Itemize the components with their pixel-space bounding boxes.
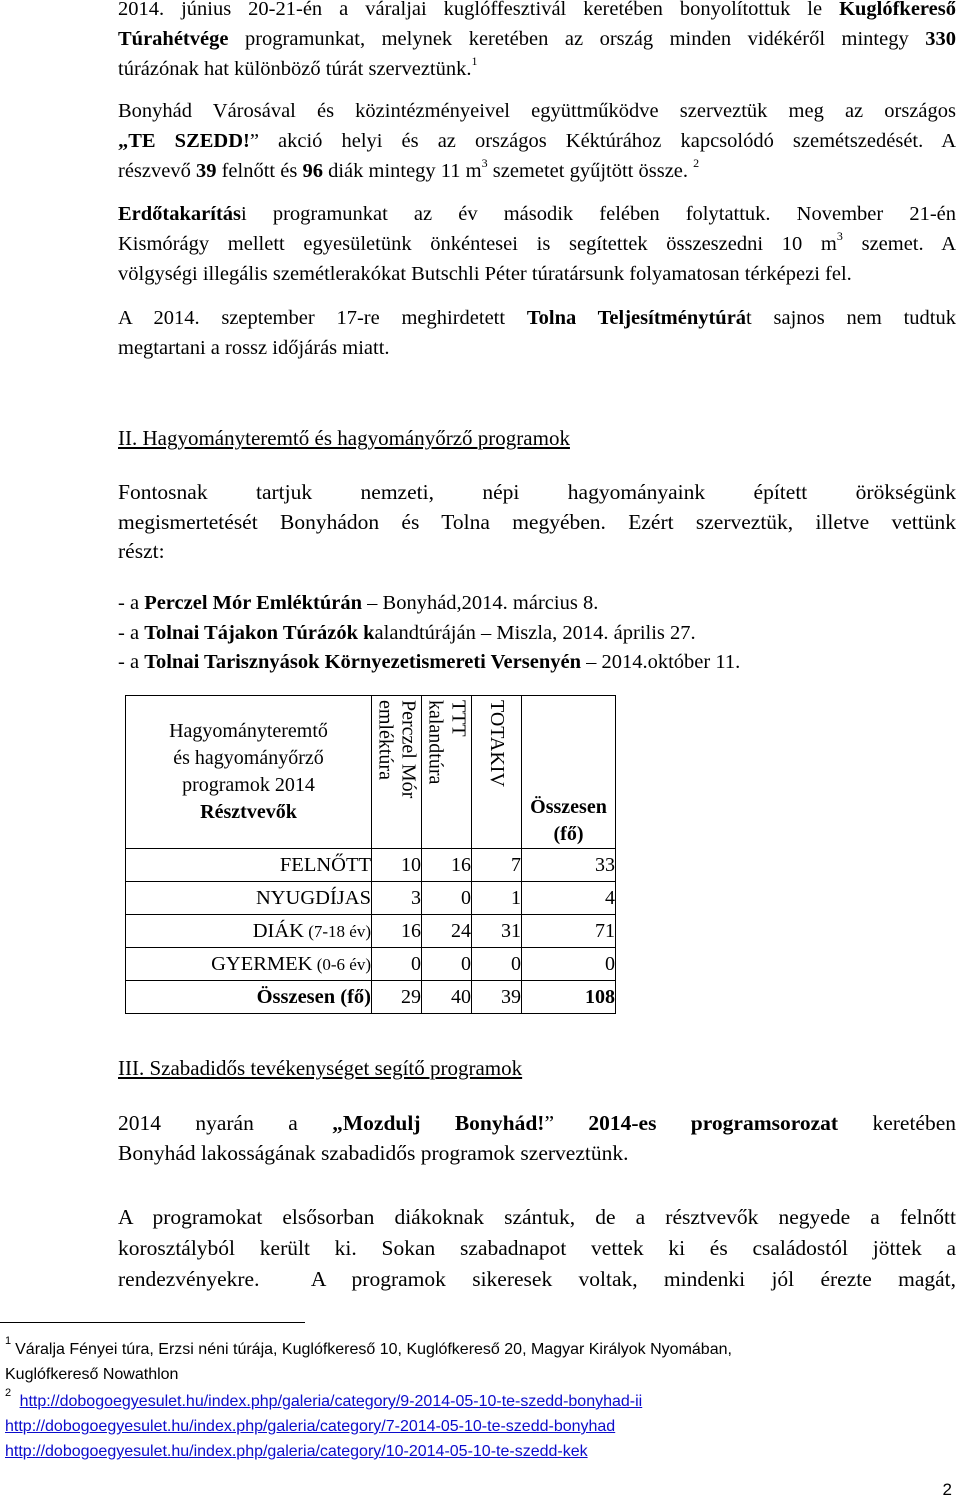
footnote-text: Kuglófkereső Nowathlon	[5, 1366, 179, 1383]
text: részvevő	[118, 160, 196, 182]
page-number: 2	[942, 1480, 952, 1499]
table-cell: 0	[472, 948, 522, 981]
text: Bonyhád lakosságának szabadidős programok szerveztünk.	[118, 1141, 629, 1165]
table-cell: 16	[422, 849, 472, 882]
footnote-number: 1	[5, 1334, 12, 1347]
footnote-2	[5, 1386, 945, 1464]
text: A programokat elsősorban diákoknak szántuk, de a résztvevők negyede a felnőtt	[118, 1205, 956, 1229]
table-title-cell	[126, 696, 372, 849]
column-header-text: TOTAKIV	[486, 700, 508, 787]
participants-table	[125, 695, 616, 1014]
column-header-ttt	[422, 696, 472, 849]
section-iii-paragraph-1	[118, 1108, 956, 1168]
text: völgységi illegális szemétlerakókat Butschli Péter túratársunk folyamatosan térképezi fel.	[118, 263, 852, 285]
row-label: DIÁK (7-18 év)	[126, 915, 372, 948]
gallery-link[interactable]: http://dobogoegyesulet.hu/index.php/galeria/category/7-2014-05-10-te-szedd-bonyhad	[5, 1418, 616, 1435]
text: diák mintegy 11 m	[322, 160, 482, 182]
table-cell: 24	[422, 915, 472, 948]
table-cell: 3	[372, 882, 422, 915]
table-cell: 16	[372, 915, 422, 948]
gallery-link[interactable]: http://dobogoegyesulet.hu/index.php/galeria/category/10-2014-05-10-te-szedd-kek	[5, 1443, 588, 1460]
section-iii-paragraph-2	[118, 1202, 956, 1295]
section-heading-iii: III. Szabadidős tevékenységet segítő programok	[118, 1056, 523, 1080]
table-cell-total: 0	[522, 948, 616, 981]
paragraph-erdotakaritas	[118, 199, 956, 289]
text: ” akció helyi és az országos Kéktúrához kapcsolódó szemétszedését. A	[249, 130, 956, 152]
column-header-total	[522, 696, 616, 849]
row-label: Összesen (fő)	[126, 981, 372, 1014]
footnote-ref: 1	[471, 54, 478, 69]
text: programunkat, melynek keretében az ország minden vidékéről mintegy	[228, 28, 926, 50]
table-cell: 0	[422, 948, 472, 981]
table-cell: 39	[472, 981, 522, 1014]
footnote-text: Váralja Fényei túra, Erzsi néni túrája, Kuglófkereső 10, Kuglófkereső 20, Magyar Királyok Nyomában,	[15, 1341, 732, 1358]
table-cell-total: 33	[522, 849, 616, 882]
table-cell: 31	[472, 915, 522, 948]
table-cell-grand-total: 108	[522, 981, 616, 1014]
column-header-totakiv	[472, 696, 522, 849]
row-label: NYUGDÍJAS	[126, 882, 372, 915]
text: megismertetését Bonyhádon és Tolna megyében. Ezért szerveztük, illetve vettünk	[118, 509, 956, 534]
list-item: - a Perczel Mór Emléktúrán – Bonyhád,2014. március 8.	[118, 592, 599, 614]
text: rendezvényekre. A programok sikeresek voltak, mindenki jól érezte magát,	[118, 1267, 956, 1291]
text: Kismórágy mellett egyesületünk önkéntesei is segítettek összeszedni 10 m	[118, 233, 837, 255]
text: túrázónak hat különböző túrát szerveztünk.	[118, 58, 472, 80]
program-list	[118, 589, 740, 678]
table-cell: 1	[472, 882, 522, 915]
bold-number: 39	[195, 160, 217, 182]
column-header-text: Összesen	[530, 796, 607, 818]
text: 2014. június 20-21-én a váraljai kuglóffesztivál keretében bonyolítottuk le	[118, 0, 840, 20]
text: Fontosnak tartjuk nemzeti, népi hagyományaink épített örökségünk	[118, 480, 956, 504]
text: korosztályból került ki. Sokan szabadnapot vettek ki és családostól jöttek a	[118, 1236, 956, 1260]
table-cell: 7	[472, 849, 522, 882]
bold-number: 330	[925, 28, 956, 50]
table-title: Hagyományteremtő	[169, 720, 328, 742]
text: A 2014. szeptember 17-re meghirdetett	[118, 307, 527, 329]
text: szemet. A	[842, 233, 956, 255]
table-cell-total: 4	[522, 882, 616, 915]
section-heading-ii: II. Hagyományteremtő és hagyományőrző programok	[118, 426, 570, 450]
table-title: programok 2014	[182, 774, 315, 796]
table-row	[126, 915, 616, 948]
footnote-separator	[0, 1322, 305, 1323]
table-header-row	[126, 696, 616, 849]
bold-text: Tolna Teljesítménytúrá	[526, 307, 747, 329]
footnote-1	[5, 1334, 945, 1387]
text: megtartani a rossz időjárás miatt.	[118, 337, 390, 359]
table-cell-total: 71	[522, 915, 616, 948]
column-header-text: Perczel Mór emléktúra	[374, 700, 420, 799]
text: keretében	[838, 1111, 957, 1135]
paragraph-te-szedd	[118, 96, 956, 186]
gallery-link[interactable]: http://dobogoegyesulet.hu/index.php/galeria/category/9-2014-05-10-te-szedd-bonyhad-ii	[19, 1393, 643, 1410]
bold-number: 96	[302, 160, 323, 182]
table-cell: 10	[372, 849, 422, 882]
column-header-text: TTT kalandtúra	[424, 700, 470, 785]
footnote-number: 2	[5, 1386, 12, 1399]
paragraph-tolna-teljesitmenytura	[118, 303, 956, 363]
table-title: és hagyományőrző	[173, 747, 324, 769]
text: szemetet gyűjtött össze.	[487, 160, 689, 182]
bold-text: Túrahétvége	[118, 28, 229, 50]
text: részt:	[118, 539, 165, 563]
table-row	[126, 849, 616, 882]
superscript: 3	[836, 229, 843, 244]
table-sum-row	[126, 981, 616, 1014]
bold-text: Erdőtakarítás	[118, 203, 241, 225]
text: felnőtt és	[216, 160, 303, 182]
text: ”	[544, 1111, 589, 1135]
table-cell: 0	[372, 948, 422, 981]
table-cell: 29	[372, 981, 422, 1014]
bold-text: „TE SZEDD!	[118, 130, 250, 152]
table-cell: 0	[422, 882, 472, 915]
bold-text: „Mozdulj Bonyhád!	[332, 1111, 545, 1135]
list-item: - a Tolnai Tájakon Túrázók kalandtúráján – Miszla, 2014. április 27.	[118, 621, 696, 644]
column-header-perczel	[372, 696, 422, 849]
table-title: Résztvevők	[200, 801, 297, 823]
paragraph-kuglofkereso	[118, 0, 956, 84]
bold-text: 2014-es programsorozat	[588, 1111, 839, 1135]
text: t sajnos nem tudtuk	[746, 307, 956, 329]
table-cell: 40	[422, 981, 472, 1014]
column-header-text: (fő)	[553, 823, 584, 845]
table-row	[126, 948, 616, 981]
row-label: GYERMEK (0-6 év)	[126, 948, 372, 981]
row-label: FELNŐTT	[126, 849, 372, 882]
text: 2014 nyarán a	[118, 1111, 333, 1135]
list-item: - a Tolnai Tarisznyások Környezetismereti Versenyén – 2014.október 11.	[118, 651, 741, 673]
text: Bonyhád Városával és közintézményeivel együttműködve szerveztük meg az országos	[118, 100, 956, 122]
superscript: 3	[481, 156, 488, 171]
table-row	[126, 882, 616, 915]
text: i programunkat az év második felében folytattuk. November 21-én	[241, 203, 956, 225]
section-ii-intro	[118, 478, 956, 567]
bold-text: Kuglófkereső	[839, 0, 956, 20]
footnote-ref: 2	[693, 156, 700, 171]
